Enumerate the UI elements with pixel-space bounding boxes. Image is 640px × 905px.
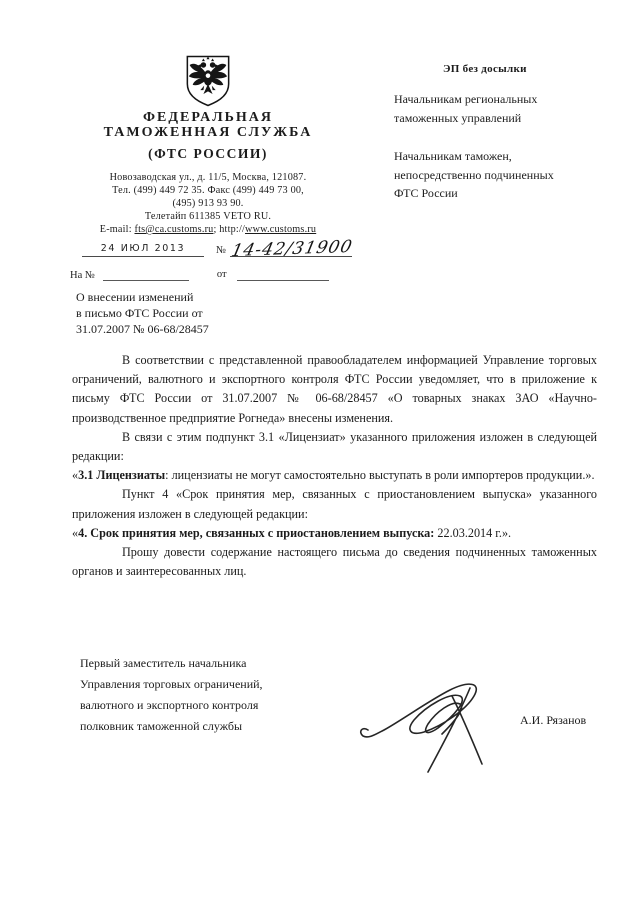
- body-paragraph-5: [72, 524, 597, 543]
- quote-open: «: [72, 468, 79, 483]
- signer-position-block: [80, 653, 263, 737]
- body-paragraph-4: Пункт 4 «Срок принятия мер, связанных с приостановлением выпуска» указанного приложения изложен в следующей редакции:: [72, 487, 597, 521]
- body-paragraph-2: В связи с этим подпункт 3.1 «Лицензиат» указанного приложения изложен в следующей редакции:: [72, 429, 597, 464]
- org-short-name: (ФТС РОССИИ): [148, 146, 268, 161]
- subject-line: 31.07.2007 № 06-68/28457: [76, 321, 209, 336]
- incoming-number-blank: [103, 280, 189, 281]
- org-name-line2: ТАМОЖЕННАЯ СЛУЖБА: [103, 124, 313, 140]
- signer-position-line: полковник таможенной службы: [80, 719, 243, 733]
- subject-line: в письмо ФТС России от: [76, 305, 203, 320]
- address-line: Телетайп 611385 VETO RU.: [144, 211, 272, 222]
- recipient-line: Начальникам таможен,: [394, 149, 512, 163]
- date-stamp: 24 ИЮЛ 2013: [100, 243, 186, 254]
- outgoing-row: [70, 234, 375, 262]
- address-line: (495) 913 93 90.: [172, 198, 244, 209]
- recipient-block-2: [394, 147, 629, 203]
- body-paragraph-3: [72, 466, 597, 485]
- reference-block: [70, 234, 375, 281]
- subject-line: О внесении изменений: [76, 290, 194, 304]
- signature-scribble-icon: [352, 668, 517, 783]
- body-paragraph-1: В соответствии с представленной правообладателем информацией Управление торговых ограничений, валютного и экспортного контроля ФТС России уведомляет, что в приложение к письму ФТС России от 31.07.2007 № 06-68/28457 «О товарных знаках ЗАО «Научно-производственное предприятие Рогнеда» внесены изменения.: [72, 353, 597, 425]
- delivery-method-stamp: ЭП без досылки: [443, 63, 527, 75]
- quote-open: «: [72, 525, 79, 540]
- letterhead: [57, 55, 359, 236]
- recipient-line: Начальникам региональных: [394, 92, 538, 106]
- email-label: E-mail:: [99, 224, 135, 235]
- address-line: Новозаводская ул., д. 11/5, Москва, 121087.: [109, 172, 307, 183]
- recipient-line: непосредственно подчиненных: [394, 167, 554, 182]
- recipient-block-1: [394, 90, 629, 127]
- recipient-line: таможенных управлений: [394, 110, 522, 125]
- org-name-line1: ФЕДЕРАЛЬНАЯ: [142, 110, 273, 125]
- subject-block: [76, 290, 306, 337]
- clause-4-title: 4. Срок принятия мер, связанных с приостановлением выпуска:: [78, 525, 435, 540]
- outgoing-number-field: [229, 234, 355, 262]
- on-number-label: На №: [70, 270, 95, 281]
- clause-4-text: 22.03.2014 г.».: [434, 525, 512, 540]
- clause-3-1-title: 3.1 Лицензиаты: [78, 468, 166, 483]
- incoming-date-blank: [237, 280, 329, 281]
- recipient-line: ФТС России: [394, 186, 458, 200]
- address-line: Тел. (499) 449 72 35. Факс (499) 449 73 00,: [112, 185, 304, 196]
- website-text: www.customs.ru: [245, 224, 317, 235]
- handwritten-number: 14-42/31900: [229, 236, 355, 262]
- letter-body: [72, 351, 597, 581]
- body-paragraph-6: Прошу довести содержание настоящего письма до сведения подчиненных таможенных органов и заинтересованных лиц.: [72, 545, 597, 579]
- incoming-row: [70, 265, 375, 281]
- signer-position-line: валютного и экспортного контроля: [80, 698, 259, 712]
- coat-of-arms-icon: [57, 55, 359, 107]
- email-text: fts@ca.customs.ru: [134, 224, 214, 235]
- number-label: №: [216, 245, 227, 256]
- date-field: [82, 243, 204, 257]
- signer-position-line: Первый заместитель начальника: [80, 656, 247, 670]
- site-separator: ; http://: [213, 224, 246, 235]
- from-label: от: [216, 269, 227, 280]
- signer-position-line: Управления торговых ограничений,: [80, 677, 263, 691]
- org-address-block: [57, 171, 359, 236]
- clause-3-1-text: : лицензиаты не могут самостоятельно выступать в роли импортеров продукции.».: [165, 468, 595, 483]
- signer-name: А.И. Рязанов: [520, 713, 587, 727]
